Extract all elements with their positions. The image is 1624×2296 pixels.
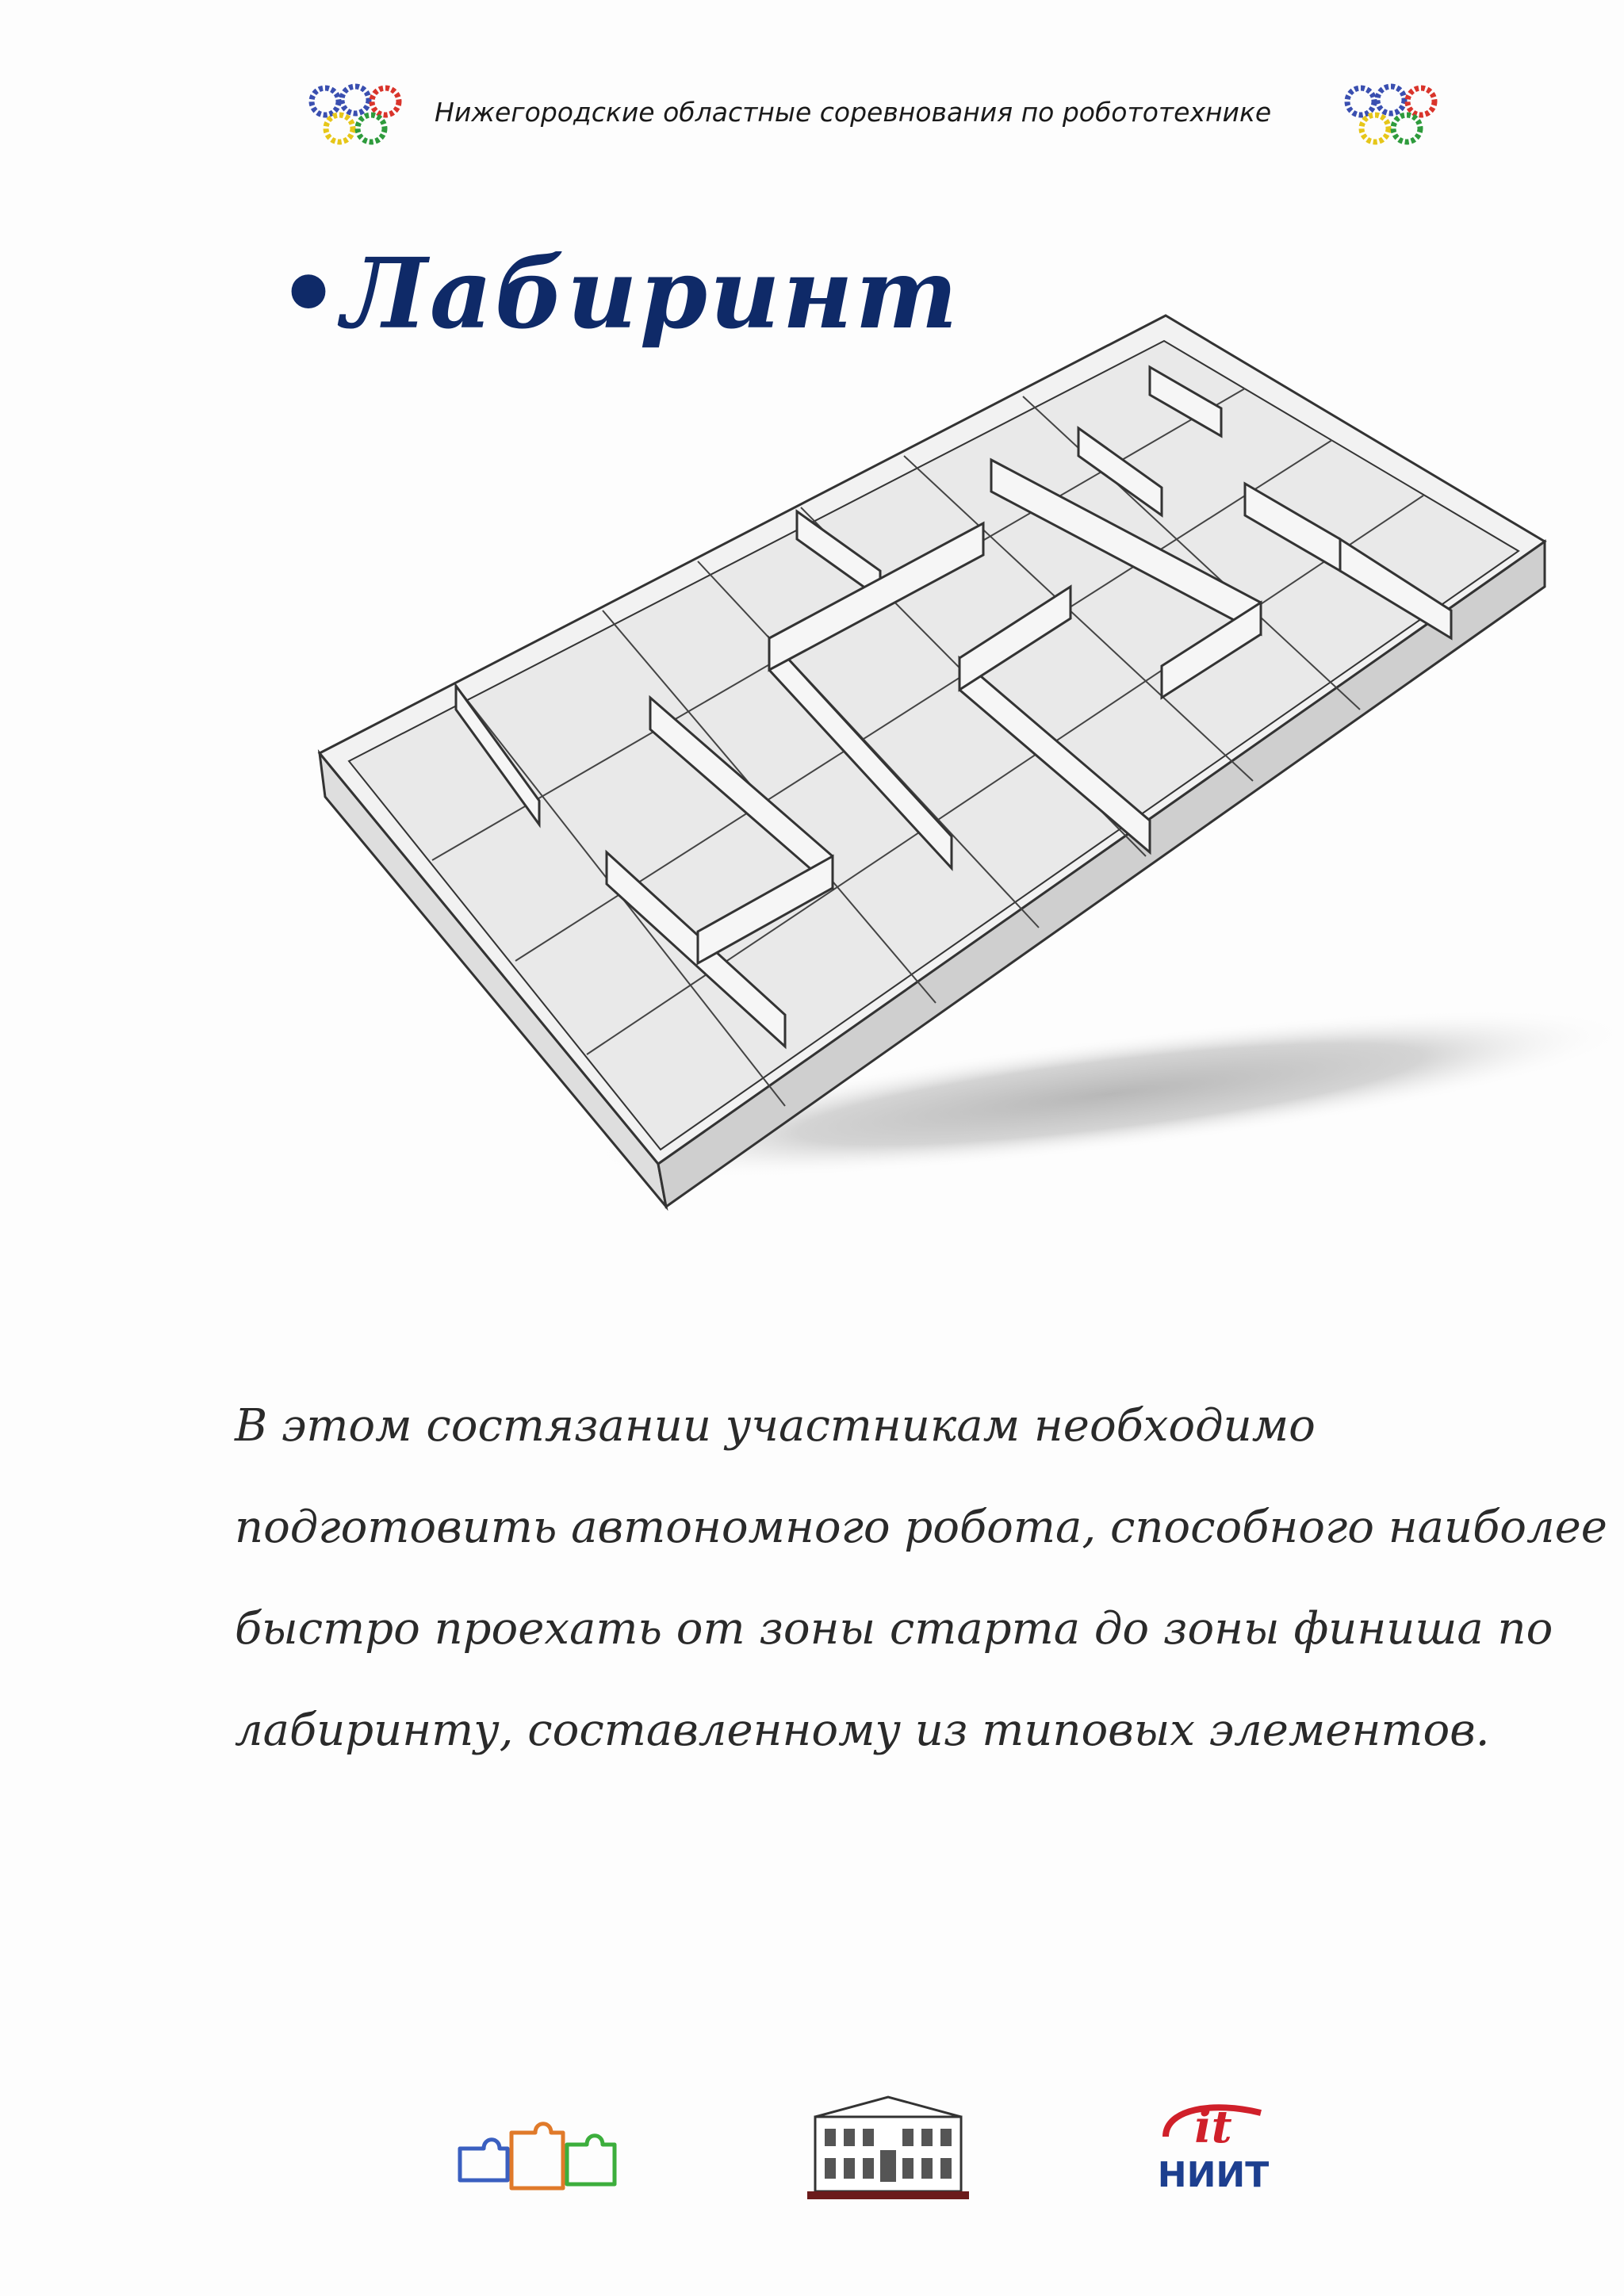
description-line: лабиринту, составленному из типовых элементов. xyxy=(235,1705,1490,1756)
it-mark: it xyxy=(1194,2101,1232,2153)
description-line: быстро проехать от зоны старта до зоны финиша по xyxy=(235,1603,1553,1655)
gears-logo-icon xyxy=(303,79,406,155)
description-line: В этом состязании участникам необходимо xyxy=(235,1400,1316,1452)
page-title: •Лабиринт xyxy=(278,236,960,350)
description-line: подготовить автономного робота, способного наиболее xyxy=(235,1502,1607,1553)
niit-logo-text: НИИТ xyxy=(1157,2155,1270,2195)
puzzle-logo-icon xyxy=(452,2101,626,2196)
niit-logo-icon xyxy=(1150,2093,1277,2196)
maze-illustration xyxy=(309,301,1624,1245)
description-text xyxy=(235,1376,1607,1781)
gears-logo-icon xyxy=(1339,79,1442,155)
header-title: Нижегородские областные соревнования по робототехнике xyxy=(435,97,1272,128)
building-logo-icon xyxy=(807,2093,969,2201)
